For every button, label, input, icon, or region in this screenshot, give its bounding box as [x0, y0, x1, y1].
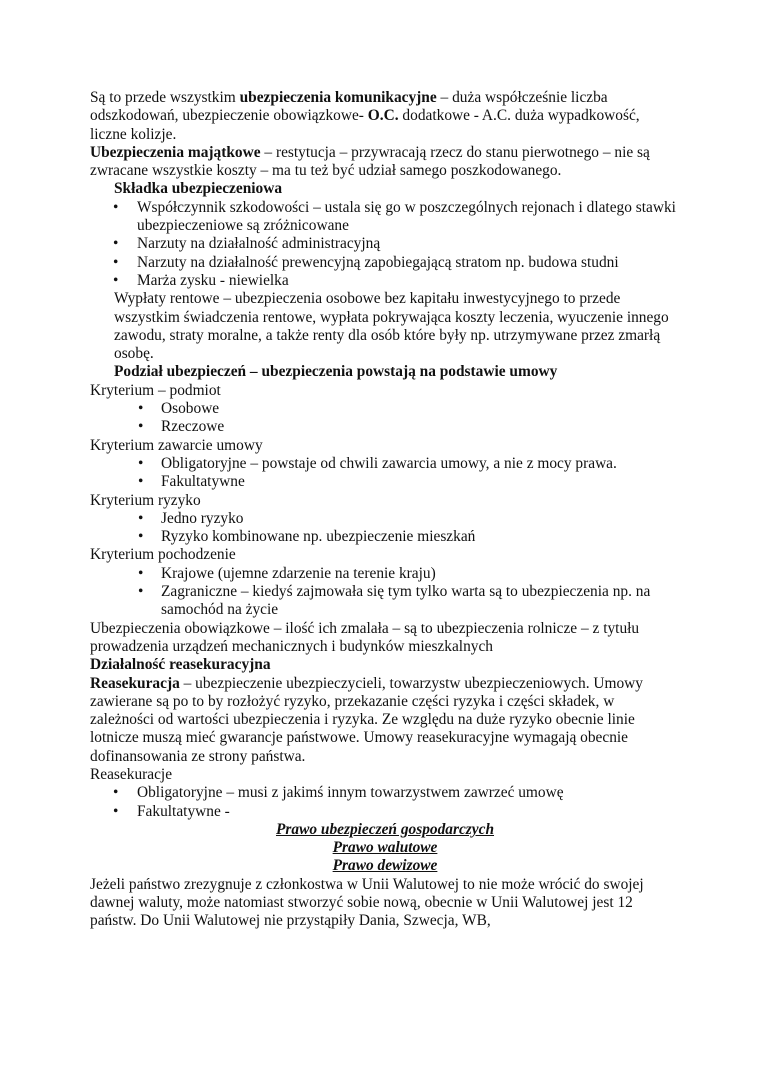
list-item: • Marża zysku - niewielka: [90, 272, 680, 290]
list-item: • Jedno ryzyko: [90, 510, 680, 528]
paragraph-obowiazkowe: Ubezpieczenia obowiązkowe – ilość ich zmalała – są to ubezpieczenia rolnicze – z tytułu prowadzenia urządzeń mechanicznych i budynków mieszkalnych: [90, 619, 640, 655]
list-item: • Obligatoryjne – musi z jakimś innym towarzystwem zawrzeć umowę: [90, 784, 680, 802]
paragraph-wyplaty: Wypłaty rentowe – ubezpieczenia osobowe bez kapitału inwestycyjnego to przede wszystkim świadczenia rentowe, wypłata pokrywająca koszty leczenia, wyuczenie innego zawodu, straty moralne, a także renty dla osób które były np. utrzymywane przez zmarłą osobę.: [114, 290, 669, 363]
bold-term: Ubezpieczenia majątkowe: [90, 143, 261, 161]
list-item: • Zagraniczne – kiedyś zajmowała się tym tylko warta są to ubezpieczenia np. na samochód na życie: [90, 583, 680, 620]
section-title: Prawo ubezpieczeń gospodarczych: [275, 820, 495, 838]
kryterium-label: Kryterium zawarcie umowy: [90, 436, 263, 454]
paragraph-komunikacyjne: Są to przede wszystkim ubezpieczenia komunikacyjne – duża współcześnie liczba odszkodowań, ubezpieczenie obowiązkowe- O.C. dodatkowe - A.C. duża wypadkowość, liczne kolizje.: [90, 89, 640, 143]
kryterium-label: Kryterium ryzyko: [90, 491, 201, 509]
list-kryterium-podmiot: [90, 400, 680, 437]
list-item: • Narzuty na działalność prewencyjną zapobiegającą stratom np. budowa studni: [90, 254, 680, 272]
document-body: [90, 89, 680, 931]
list-item: • Fakultatywne: [90, 473, 680, 491]
list-skladka: [90, 199, 680, 290]
heading-podzial: Podział ubezpieczeń – ubezpieczenia powstają na podstawie umowy: [114, 363, 558, 381]
paragraph-reasekuracja: Reasekuracja – ubezpieczenie ubezpieczycieli, towarzystw ubezpieczeniowych. Umowy zawierane są po to by rozłożyć ryzyko, przekazanie części ryzyka i części składek, w zależności od wartości ubezpieczenia i ryzyka. Ze względu na duże ryzyko obecnie linie lotnicze muszą mieć gwarancje państwowe. Umowy reasekuracyjne wymagają obecnie dofinansowania ze strony państwa.: [90, 674, 643, 765]
heading-skladka: Składka ubezpieczeniowa: [114, 180, 283, 198]
list-item: • Rzeczowe: [90, 418, 680, 436]
heading-reasekuracja: Działalność reasekuracyjna: [90, 656, 271, 674]
list-item: • Osobowe: [90, 400, 680, 418]
list-item: • Fakultatywne -: [90, 803, 680, 821]
list-reasekuracje: [90, 784, 680, 821]
paragraph-majatkowe: Ubezpieczenia majątkowe – restytucja – przywracają rzecz do stanu pierwotnego – nie są zwracane wszystkie koszty – ma tu też być udział samego poszkodowanego.: [90, 143, 650, 180]
list-item: • Współczynnik szkodowości – ustala się go w poszczególnych rejonach i dlatego stawki ubezpieczeniowe są zróżnicowane: [90, 199, 680, 236]
list-item: • Ryzyko kombinowane np. ubezpieczenie mieszkań: [90, 528, 680, 546]
paragraph-unia-walutowa: Jeżeli państwo zrezygnuje z członkostwa w Unii Walutowej to nie może wrócić do swojej dawnej waluty, może natomiast stworzyć sobie nową, obecnie w Unii Walutowej jest 12 państw. Do Unii Walutowej nie przystąpiły Dania, Szwecja, WB,: [90, 875, 644, 930]
section-title: Prawo walutowe: [332, 839, 438, 857]
bold-term: ubezpieczenia komunikacyjne: [239, 89, 437, 106]
kryterium-label: Kryterium pochodzenie: [90, 546, 236, 564]
list-item: • Narzuty na działalność administracyjną: [90, 235, 680, 253]
section-title: Prawo dewizowe: [332, 857, 438, 875]
reasekuracje-label: Reasekuracje: [90, 765, 173, 783]
list-kryterium-ryzyko: [90, 510, 680, 547]
list-kryterium-pochodzenie: [90, 565, 680, 620]
list-item: • Krajowe (ujemne zdarzenie na terenie kraju): [90, 565, 680, 583]
bold-term: O.C.: [367, 107, 399, 125]
kryterium-label: Kryterium – podmiot: [90, 381, 221, 399]
list-kryterium-umowa: [90, 455, 680, 492]
list-item: • Obligatoryjne – powstaje od chwili zawarcia umowy, a nie z mocy prawa.: [90, 455, 680, 473]
bold-term: Reasekuracja: [90, 674, 180, 692]
